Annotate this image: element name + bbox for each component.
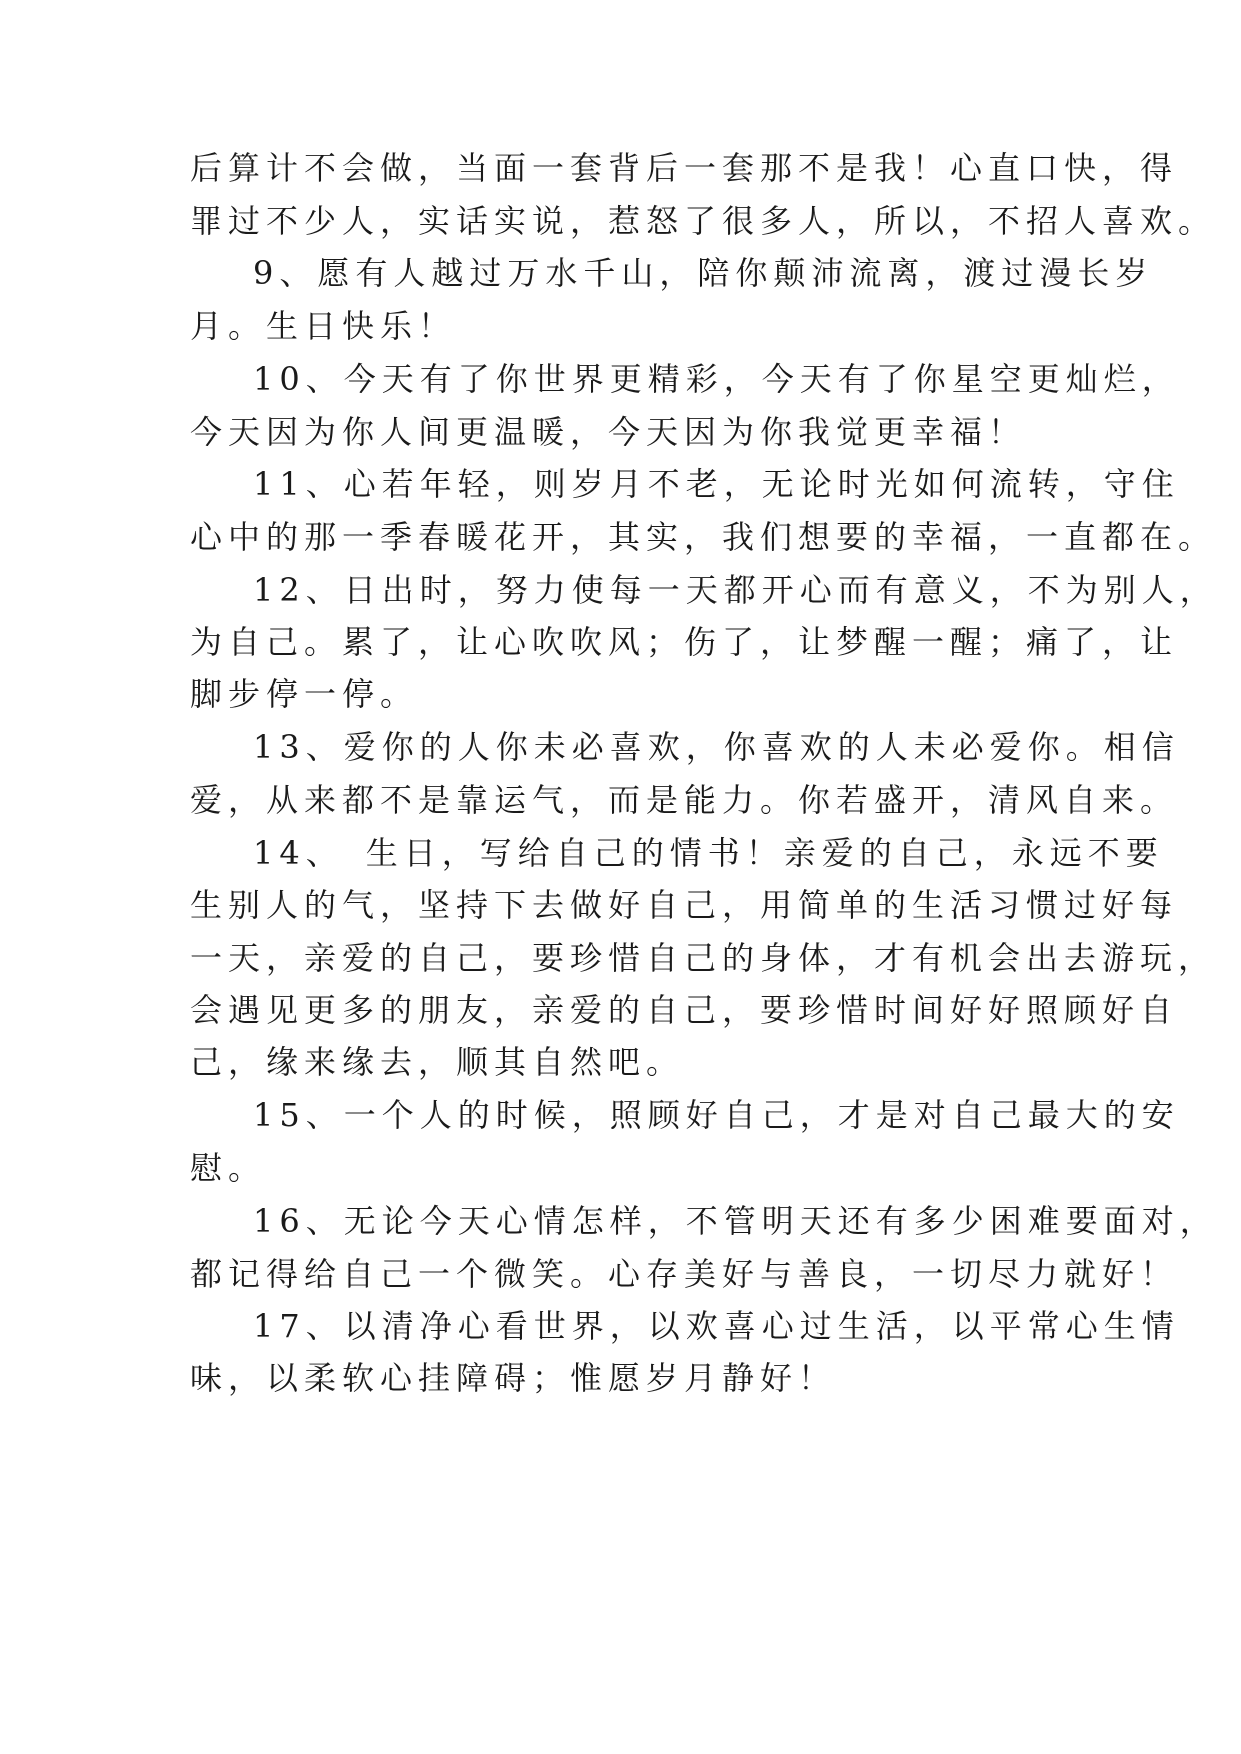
text-line: 月。生日快乐！ [190,307,457,345]
text-line: 今天因为你人间更温暖，今天因为你我觉更幸福！ [190,413,1027,451]
paragraph-start-line: 11、心若年轻，则岁月不老，无论时光如何流转，守住 [253,465,1180,503]
text-line: 后算计不会做，当面一套背后一套那不是我！心直口快，得 [190,149,1179,187]
text-line: 己，缘来缘去，顺其自然吧。 [190,1043,685,1081]
paragraph-start-line: 17、以清净心看世界，以欢喜心过生活，以平常心生情 [253,1307,1180,1345]
text-line: 罪过不少人，实话实说，惹怒了很多人，所以，不招人喜欢。 [190,202,1217,240]
paragraph-start-line: 9、愿有人越过万水千山，陪你颠沛流离，渡过漫长岁 [253,254,1154,292]
text-line: 一天，亲爱的自己，要珍惜自己的身体，才有机会出去游玩， [190,939,1217,977]
paragraph-start-line: 12、日出时，努力使每一天都开心而有意义，不为别人， [253,571,1218,609]
text-line: 味，以柔软心挂障碍；惟愿岁月静好！ [190,1359,837,1397]
text-line: 爱，从来都不是靠运气，而是能力。你若盛开，清风自来。 [190,781,1179,819]
text-line: 心中的那一季春暖花开，其实，我们想要的幸福，一直都在。 [190,518,1217,556]
paragraph-start-line: 10、今天有了你世界更精彩，今天有了你星空更灿烂， [253,360,1180,398]
text-line: 生别人的气，坚持下去做好自己，用简单的生活习惯过好每 [190,886,1179,924]
paragraph-start-line: 15、一个人的时候，照顾好自己，才是对自己最大的安 [253,1096,1180,1134]
text-line: 都记得给自己一个微笑。心存美好与善良，一切尽力就好！ [190,1255,1179,1293]
text-line: 会遇见更多的朋友，亲爱的自己，要珍惜时间好好照顾好自 [190,991,1179,1029]
text-line: 慰。 [190,1149,267,1187]
paragraph-start-line: 16、无论今天心情怎样，不管明天还有多少困难要面对， [253,1202,1218,1240]
paragraph-start-line: 13、爱你的人你未必喜欢，你喜欢的人未必爱你。相信 [253,728,1180,766]
paragraph-start-line: 14、 生日，写给自己的情书！亲爱的自己，永远不要 [253,834,1164,872]
text-line: 脚步停一停。 [190,675,419,713]
text-line: 为自己。累了，让心吹吹风；伤了，让梦醒一醒；痛了，让 [190,623,1179,661]
